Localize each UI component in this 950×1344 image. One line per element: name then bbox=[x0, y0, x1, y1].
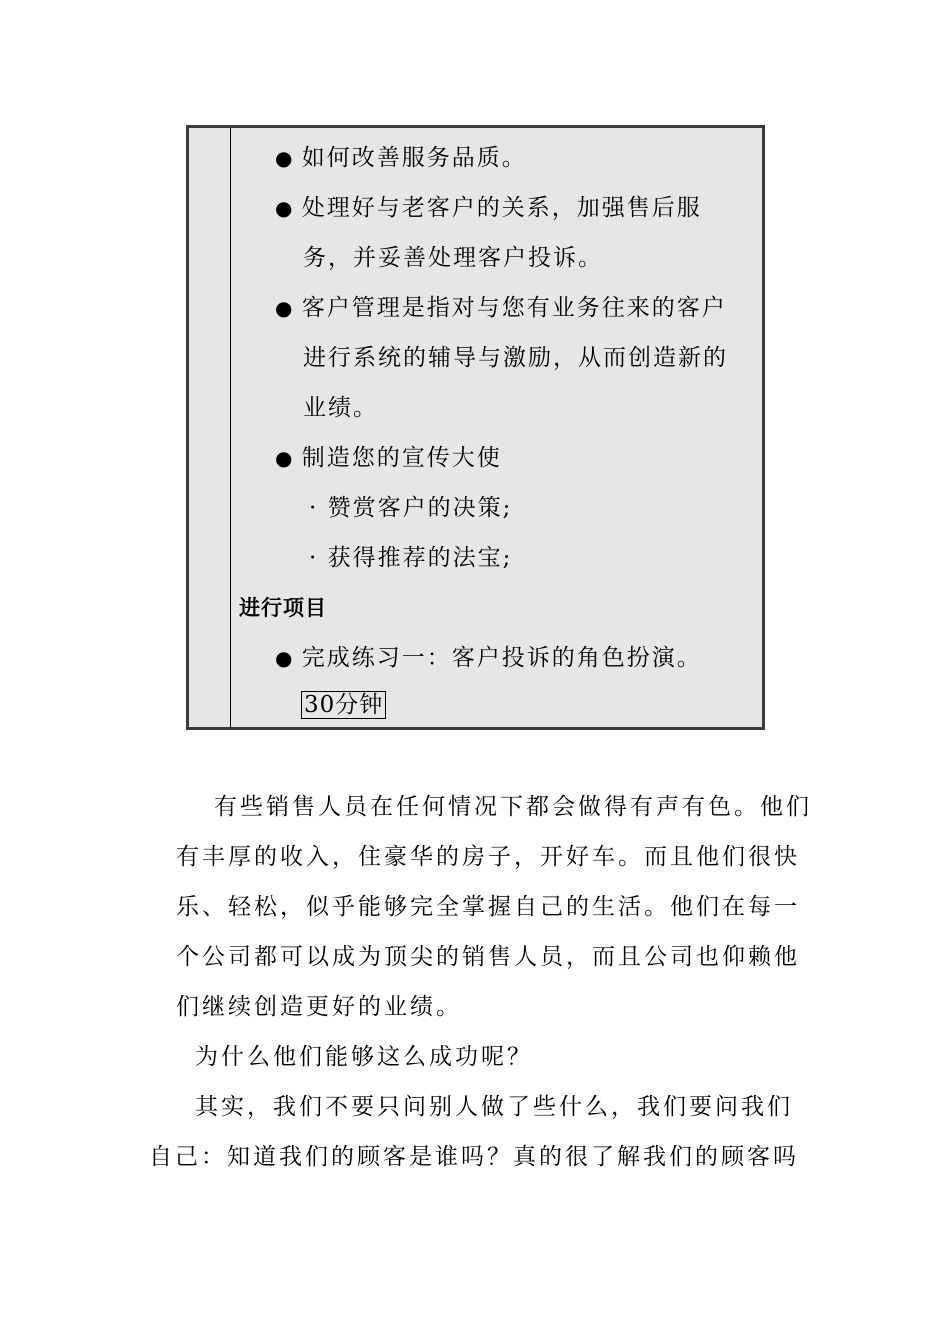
sub-item-referral bbox=[309, 543, 512, 573]
bullet-icon: ● bbox=[275, 446, 293, 470]
duration-row bbox=[301, 690, 386, 720]
paragraph-line: 个公司都可以成为顶尖的销售人员，而且公司也仰赖他 bbox=[176, 944, 800, 970]
paragraph-line: 有丰厚的收入，住豪华的房子，开好车。而且他们很快 bbox=[176, 844, 800, 870]
duration-badge: 30分钟 bbox=[301, 691, 386, 719]
left-margin-rule bbox=[230, 128, 231, 727]
bullet-item-exercise bbox=[275, 643, 702, 673]
bullet-icon: ● bbox=[275, 146, 293, 170]
section-heading: 进行项目 bbox=[239, 596, 327, 620]
bullet-icon: ● bbox=[275, 296, 293, 320]
bullet-item-service-quality bbox=[275, 143, 527, 173]
bullet-item-old-customers bbox=[275, 193, 702, 223]
bullet-text: 业绩。 bbox=[303, 395, 378, 421]
sub-item-praise bbox=[309, 493, 512, 523]
paragraph-line: 自己：知道我们的顾客是谁吗？真的很了解我们的顾客吗 bbox=[149, 1144, 799, 1170]
paragraph-line: 们继续创造更好的业绩。 bbox=[176, 994, 462, 1020]
bullet-icon: ● bbox=[275, 646, 293, 670]
paragraph-line: 乐、轻松，似乎能够完全掌握自己的生活。他们在每一 bbox=[176, 894, 800, 920]
paragraph-line: 有些销售人员在任何情况下都会做得有声有色。他们 bbox=[214, 794, 812, 820]
sub-item-text: · 赞赏客户的决策; bbox=[309, 495, 513, 521]
paragraph-line: 为什么他们能够这么成功呢？ bbox=[195, 1044, 533, 1070]
bullet-text: 完成练习一：客户投诉的角色扮演。 bbox=[301, 645, 702, 671]
course-outline-box bbox=[186, 125, 765, 730]
bullet-item-customer-management-cont2 bbox=[303, 393, 378, 423]
bullet-text: 制造您的宣传大使 bbox=[301, 445, 502, 471]
bullet-icon: ● bbox=[275, 196, 293, 220]
bullet-text: 客户管理是指对与您有业务往来的客户 bbox=[301, 295, 727, 321]
bullet-text: 进行系统的辅导与激励，从而创造新的 bbox=[303, 345, 728, 371]
bullet-text: 如何改善服务品质。 bbox=[301, 145, 527, 171]
bullet-text: 务，并妥善处理客户投诉。 bbox=[303, 245, 603, 271]
paragraph-line: 其实，我们不要只问别人做了些什么，我们要问我们 bbox=[195, 1094, 793, 1120]
bullet-item-customer-management-cont1 bbox=[303, 343, 728, 373]
bullet-item-old-customers-cont bbox=[303, 243, 603, 273]
bullet-item-customer-management bbox=[275, 293, 727, 323]
sub-item-text: · 获得推荐的法宝; bbox=[309, 545, 513, 571]
bullet-item-ambassador bbox=[275, 443, 502, 473]
bullet-text: 处理好与老客户的关系，加强售后服 bbox=[301, 195, 702, 221]
